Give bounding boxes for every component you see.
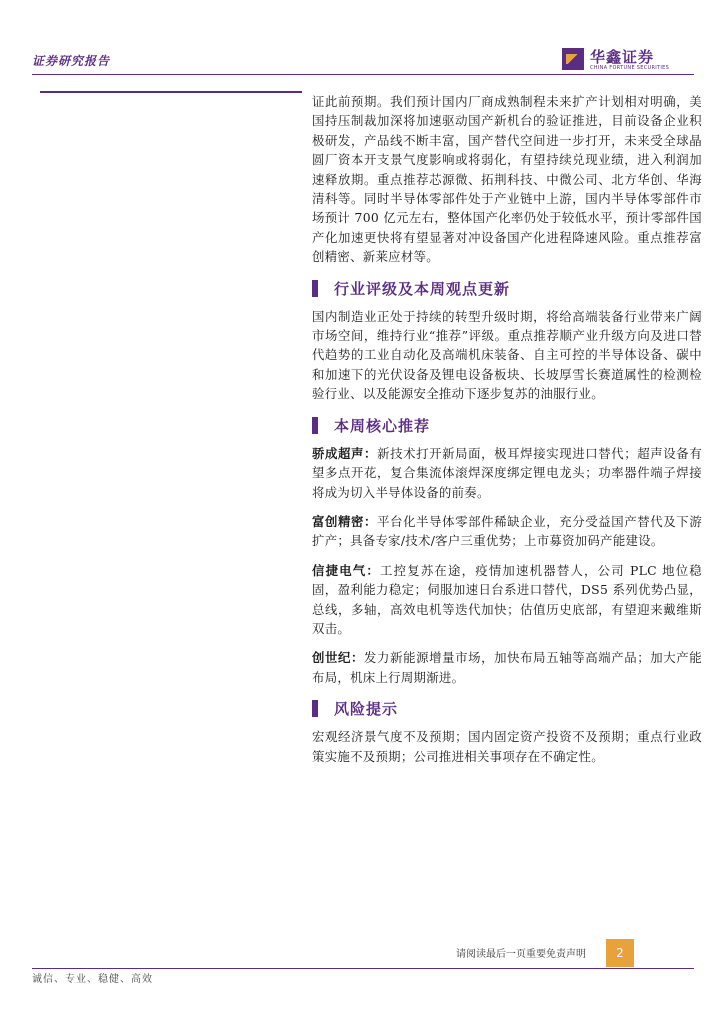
section-marker — [312, 280, 318, 297]
pick-item — [312, 444, 702, 502]
section-marker — [312, 700, 318, 717]
risk-paragraph: 宏观经济景气度不及预期；国内固定资产投资不及预期；重点行业政策实施不及预期；公司推进相关事项存在不确定性。 — [312, 729, 702, 764]
section-title: 本周核心推荐 — [334, 416, 431, 435]
pick-item — [312, 561, 702, 639]
logo-subtitle: CHINA FORTUNE SECURITIES — [590, 65, 670, 71]
pick-description: 新技术打开新局面，极耳焊接实现进口替代；超声设备有望多点开花，复合集流体滚焊深度绑定锂电龙头；功率器件端子焊接将成为切入半导体设备的前奏。 — [312, 445, 703, 500]
logo-emblem-icon — [562, 48, 584, 70]
section-heading-risk — [312, 698, 702, 719]
pick-item — [312, 512, 702, 551]
pick-company-name: 富创精密： — [312, 513, 378, 529]
footer-motto: 诚信、专业、稳健、高效 — [32, 974, 153, 985]
main-content — [312, 92, 702, 766]
pick-item — [312, 648, 702, 687]
rating-paragraph: 国内制造业正处于持续的转型升级时期，将给高端装备行业带来广阔市场空间，维持行业“推荐”评级。重点推荐顺产业升级方向及进口替代趋势的工业自动化及高端机床装备、自主可控的半导体设备、碳中和加速下的光伏设备及锂电设备板块、长坡厚雪长赛道属性的检测检验行业、以及能源安全推动下逐步复苏的油服行业。 — [312, 308, 702, 402]
pick-company-name: 创世纪： — [312, 650, 365, 666]
intro-paragraph: 证此前预期。我们预计国内厂商成熟制程未来扩产计划相对明确，美国持压制裁加深将加速驱动国产新机台的验证推进，目前设备企业积极研发，产品线不断丰富，国产替代空间进一步打开，未来受全球晶圆厂资本开支景气度影响或将弱化，有望持续兑现业绩，进入利润加速释放期。重点推荐芯源微、拓荆科技、中微公司、北方华创、华海清科等。同时半导体零部件处于产业链中上游，国内半导体零部件市场预计 700 亿元左右，整体国产化率仍处于较低水平，预计零部件国产化加速更快将有望显著对冲设备国产化进程降速风险。重点推荐富创精密、新莱应材等。 — [312, 94, 702, 265]
pick-description: 平台化半导体零部件稀缺企业，充分受益国产替代及下游扩产；具备专家/技术/客户三重优势；上市募资加码产能建设。 — [312, 513, 703, 549]
pick-description: 发力新能源增量市场，加快布局五轴等高端产品；加大产能布局，机床上行周期渐进。 — [312, 650, 702, 685]
logo-name: 华鑫证券 — [590, 48, 655, 66]
header-divider — [32, 74, 694, 75]
section-title: 风险提示 — [334, 700, 399, 719]
company-logo — [562, 46, 692, 74]
section-marker — [312, 417, 318, 434]
section-heading-picks — [312, 415, 702, 436]
footer-divider — [32, 968, 694, 969]
pick-company-name: 信捷电气： — [312, 562, 381, 578]
section-heading-rating — [312, 278, 702, 299]
pick-description: 工控复苏在途，疫情加速机器替人，公司 PLC 地位稳固，盈利能力稳定；伺服加速日台系进口替代，DS5 系列优势凸显，总线，多轴，高效电机等迭代加快；估值历史底部，有望迎来戴维斯双击。 — [312, 562, 702, 636]
left-column-bar — [40, 91, 302, 93]
report-type-label: 证券研究报告 — [32, 54, 111, 68]
disclaimer-note: 请阅读最后一页重要免责声明 — [456, 949, 586, 960]
section-title: 行业评级及本周观点更新 — [334, 279, 511, 298]
pick-company-name: 骄成超声： — [312, 445, 378, 461]
page-number: 2 — [606, 939, 634, 967]
